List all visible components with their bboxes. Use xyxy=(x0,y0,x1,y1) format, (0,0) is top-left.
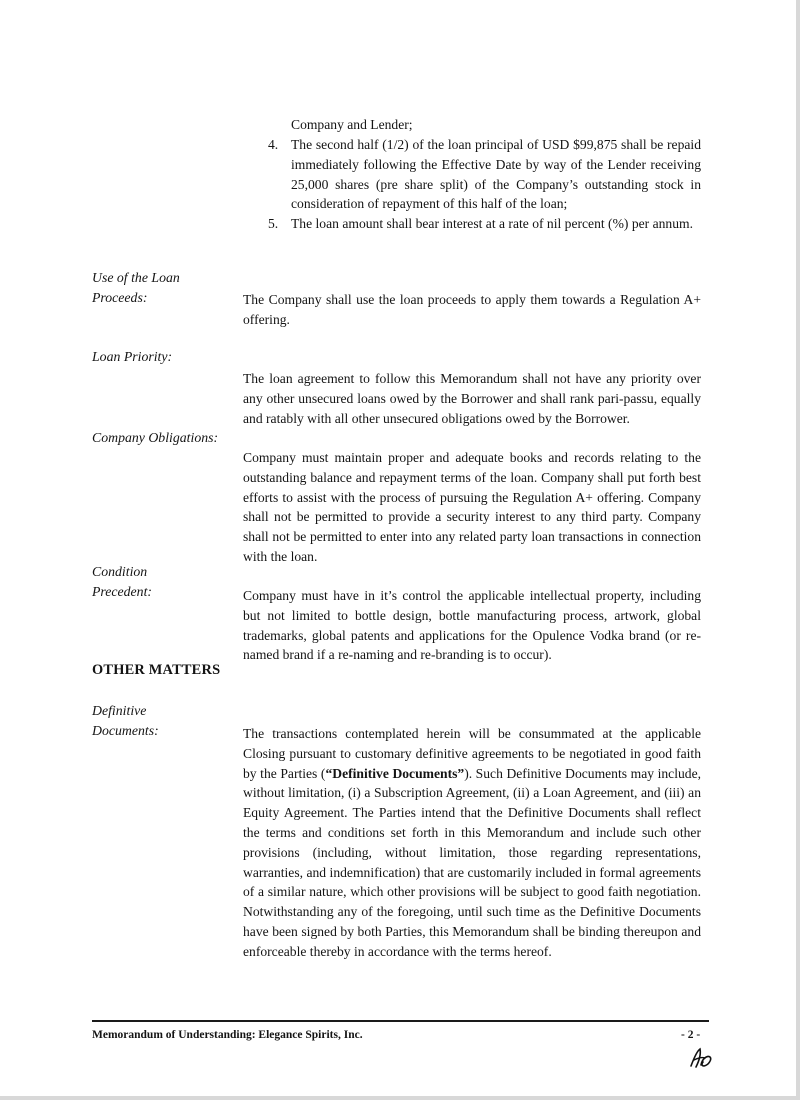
page-edge xyxy=(0,1096,800,1100)
label-definitive-documents: Definitive Documents: xyxy=(92,703,159,738)
condition-precedent-body: Company must have in it’s control the applicable intellectual property, including but not limited to bottle design, bottle manufacturing process, artwork, global trademarks, global patents and applications for the Opulence Vodka brand (or re-named brand if a re-naming and re-branding is to occur). xyxy=(243,588,701,663)
handwritten-initials-icon xyxy=(688,1046,714,1070)
use-of-proceeds-body: The Company shall use the loan proceeds to apply them towards a Regulation A+ offering. xyxy=(243,292,701,327)
page-edge xyxy=(796,0,800,1100)
label-loan-priority: Loan Priority: xyxy=(92,349,173,364)
list-item-text: The second half (1/2) of the loan principal of USD $99,875 shall be repaid immediately following the Effective Date by way of the Lender receiving 25,000 shares (pre share split) of the Company’s outstanding stock in consideration of repayment of this half of the loan; xyxy=(291,137,701,212)
page-number: - 2 - xyxy=(681,1029,701,1041)
definitive-documents-body: The transactions contemplated herein will be consummated at the applicable Closing pursuant to customary definitive agreements to be negotiated in good faith by the Parties (“Definitive Documents”). Such Definitive Documents may include, without limitation, (i) a Subscription Agreement, (ii) a Loan Agreement, and (iii) an Equity Agreement. The Parties intend that the Definitive Documents shall reflect the terms and conditions set forth in this Memorandum and include such other provisions (including, without limitation, those regarding representations, warranties, and indemnification) that are customarily included in formal agreements of a similar nature, which other provisions will be subject to good faith negotiation. Notwithstanding any of the foregoing, until such time as the Definitive Documents have been signed by both Parties, this Memorandum shall be binding thereupon and enforceable thereby in accordance with the terms hereof. xyxy=(243,726,702,959)
label-use-of-proceeds: Use of the Loan Proceeds: xyxy=(92,270,180,305)
label-condition-precedent: Condition Precedent: xyxy=(92,564,153,599)
loan-priority-body: The loan agreement to follow this Memorandum shall not have any priority over any other unsecured loans owed by the Borrower and shall rank pari-passu, equally and ratably with all other unsecured obligations owed by the Borrower. xyxy=(243,371,701,426)
company-obligations-body: Company must maintain proper and adequate books and records relating to the outstanding balance and repayment terms of the loan. Company shall put forth best efforts to assist with the process of pursuing the Regulation A+ offering. Company shall not be permitted to provide a security interest to any third party. Company shall not be permitted to enter into any related party loan transactions in connection with the loan. xyxy=(243,450,701,564)
defined-term: “Definitive Documents” xyxy=(325,765,465,781)
list-number: 5. xyxy=(268,216,279,232)
list-item xyxy=(268,135,701,214)
footer-rule xyxy=(92,1020,709,1022)
list-item xyxy=(268,214,701,234)
section-heading-other-matters: OTHER MATTERS xyxy=(92,662,221,678)
numbered-list xyxy=(268,135,701,234)
list-continuation: Company and Lender; xyxy=(291,117,413,132)
footer-title: Memorandum of Understanding: Elegance Spirits, Inc. xyxy=(92,1029,363,1041)
list-number: 4. xyxy=(268,137,279,152)
label-company-obligations: Company Obligations: xyxy=(92,430,219,445)
list-item-text: The loan amount shall bear interest at a rate of nil percent (%) per annum. xyxy=(291,216,693,232)
